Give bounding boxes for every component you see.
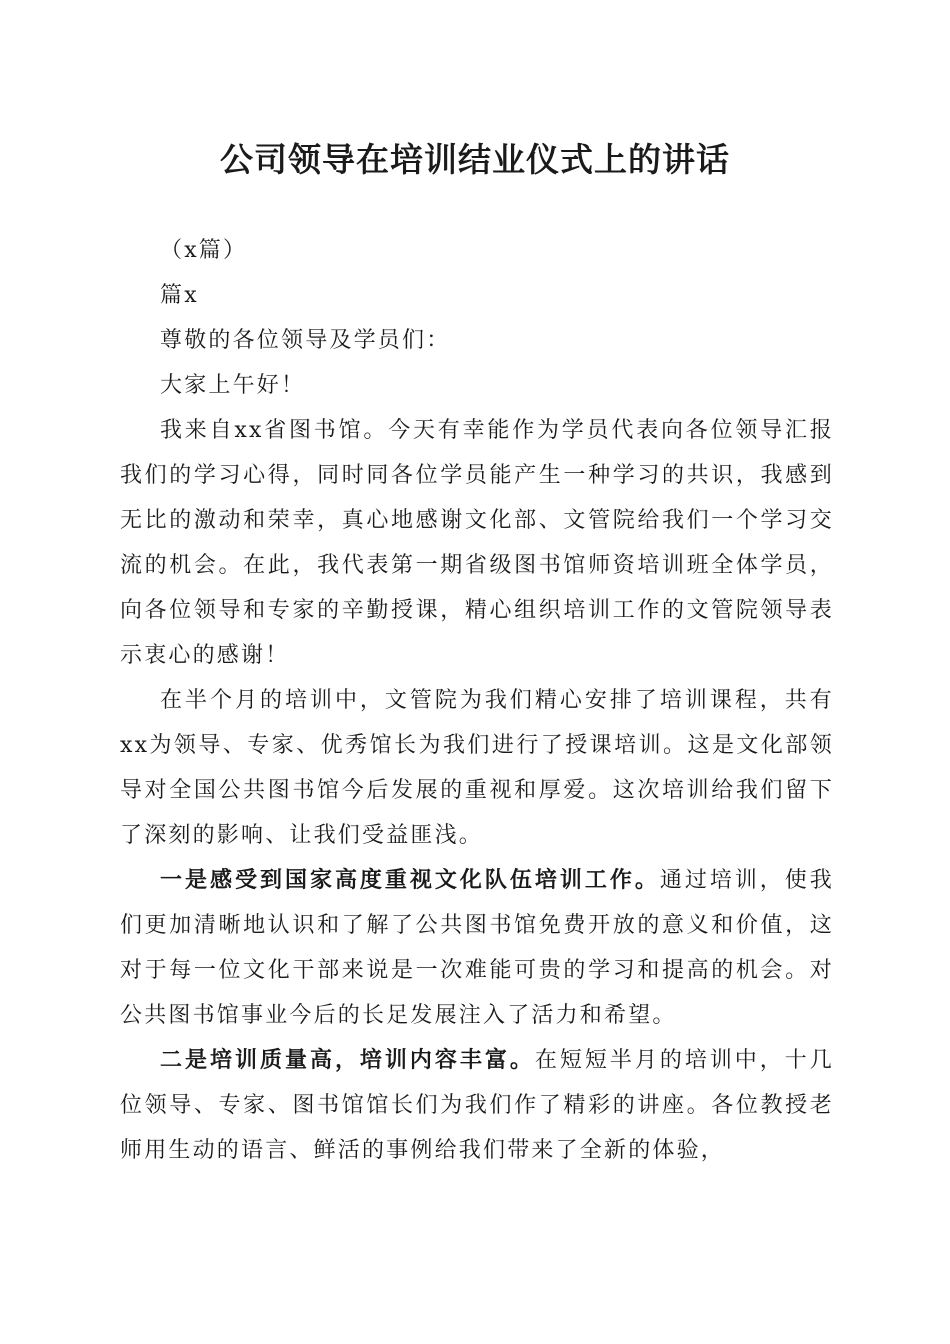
paragraph-text: 通过培训，使我们更加清晰地认识和了解了公共图书馆免费开放的意义和价值，这对于每一位文化干部来说是一次难能可贵的学习和提高的机会。对公共图书馆事业今后的长足发展注入了活力和希望。 — [120, 868, 834, 1028]
paragraph-text: 在短短半月的培训中，十几位领导、专家、图书馆馆长们为我们作了精彩的讲座。各位教授老师用生动的语言、鲜活的事例给我们带来了全新的体验， — [120, 1048, 834, 1163]
paragraph-text: 尊敬的各位领导及学员们： — [160, 328, 451, 353]
paragraph-text: （x篇） — [160, 238, 248, 263]
paragraph-lead: 二是培训质量高，培训内容丰富。 — [160, 1047, 535, 1073]
paragraph-text: 在半个月的培训中，文管院为我们精心安排了培训课程，共有xx为领导、专家、优秀馆长为我们进行了授课培训。这是文化部领导对全国公共图书馆今后发展的重视和厚爱。这次培训给我们留下了深刻的影响、让我们受益匪浅。 — [120, 688, 834, 848]
paragraph-training — [120, 678, 834, 858]
paragraph-text: 大家上午好！ — [160, 373, 306, 398]
paragraph-text: 篇x — [160, 283, 199, 308]
paragraph-text: 我来自xx省图书馆。今天有幸能作为学员代表向各位领导汇报我们的学习心得，同时同各位学员能产生一种学习的共识，我感到无比的激动和荣幸，真心地感谢文化部、文管院给我们一个学习交流的机会。在此，我代表第一期省级图书馆师资培训班全体学员，向各位领导和专家的辛勤授课，精心组织培训工作的文管院领导表示衷心的感谢！ — [120, 418, 834, 668]
document-body — [120, 228, 834, 1173]
document-title: 公司领导在培训结业仪式上的讲话 — [220, 140, 730, 179]
paragraph-intro — [120, 408, 834, 678]
paragraph-section — [120, 273, 834, 318]
paragraph-greeting — [120, 363, 834, 408]
paragraph-salutation — [120, 318, 834, 363]
paragraph-point-one — [120, 858, 834, 1038]
paragraph-point-two — [120, 1038, 834, 1173]
paragraph-volume — [120, 228, 834, 273]
paragraph-lead: 一是感受到国家高度重视文化队伍培训工作。 — [160, 867, 660, 893]
